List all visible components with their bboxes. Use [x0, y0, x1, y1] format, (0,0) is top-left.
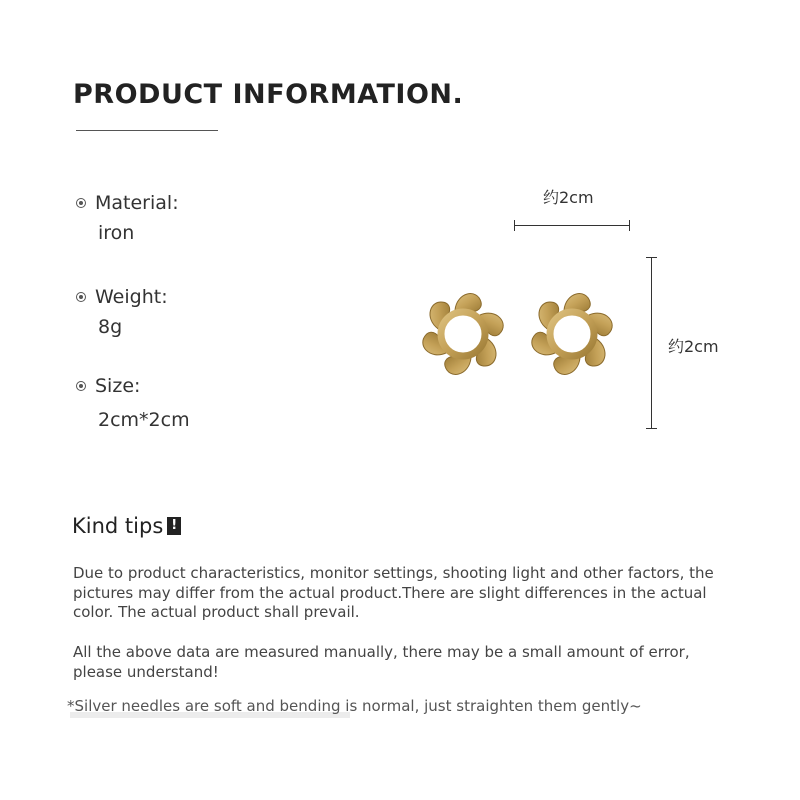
earring-left-image: [411, 282, 515, 386]
tips-paragraph-2: All the above data are measured manually, there may be a small amount of error, please understand!: [73, 643, 690, 681]
spec-size-label: Size:: [95, 375, 141, 397]
spec-material-label: Material:: [95, 192, 179, 214]
page-title: PRODUCT INFORMATION.: [73, 79, 464, 110]
exclamation-icon: !: [167, 517, 181, 535]
height-dimension-label: 约2cm: [668, 337, 719, 356]
tips-paragraph-1: Due to product characteristics, monitor settings, shooting light and other factors, the pictures may differ from the actual product.There are slight differences in the actual color. The actual product shall prevail.: [73, 564, 714, 621]
spec-material: [76, 192, 179, 244]
width-dimension-line: [514, 225, 630, 226]
spec-weight-label: Weight:: [95, 286, 168, 308]
needle-note: *Silver needles are soft and bending is normal, just straighten them gently~: [67, 697, 642, 715]
spec-weight: [76, 286, 168, 338]
spec-weight-value: 8g: [98, 316, 123, 338]
bullet-icon: [76, 292, 86, 302]
bullet-icon: [76, 381, 86, 391]
width-dimension-label: 约2cm: [543, 188, 594, 207]
spec-size: [76, 375, 190, 431]
title-divider: [76, 130, 218, 131]
kind-tips-heading: [72, 514, 181, 538]
spec-size-value: 2cm*2cm: [98, 409, 190, 431]
bullet-icon: [76, 198, 86, 208]
kind-tips-label: Kind tips: [72, 514, 164, 538]
height-dimension-line: [651, 257, 652, 429]
earring-right-image: [520, 282, 624, 386]
spec-material-value: iron: [98, 222, 135, 244]
